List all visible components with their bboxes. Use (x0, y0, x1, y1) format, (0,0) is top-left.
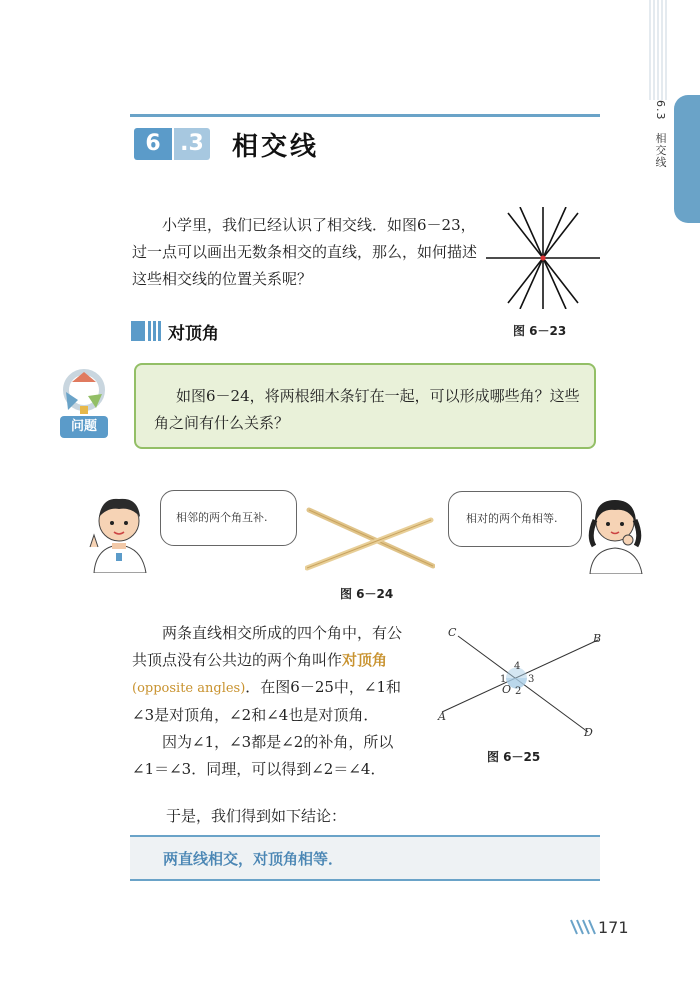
subsection-title: 对顶角 (168, 324, 219, 344)
side-decoration-lines (648, 0, 674, 112)
conclusion-lead: 于是，我们得到如下结论： (166, 807, 347, 825)
section-subnumber: .3 (174, 128, 210, 160)
angle-label-3: 3 (528, 674, 535, 685)
wooden-sticks-illustration (305, 500, 435, 574)
point-label-c: C (448, 626, 457, 639)
definition-text-b: ．在图6－25中，∠1和∠3是对顶角，∠2和∠4也是对顶角． (132, 678, 402, 724)
point-label-d: D (584, 726, 593, 739)
side-tab-label: 6.3 相交线 (654, 100, 667, 169)
angle-label-4: 4 (514, 661, 521, 672)
question-label: 问题 (60, 416, 108, 438)
term-english: (opposite angles) (132, 681, 246, 696)
figure-6-25-vertical-angles (430, 620, 605, 745)
page-number: 171 (598, 918, 629, 937)
figure-6-23-intersecting-lines (486, 207, 600, 309)
conclusion-statement: 两直线相交，对顶角相等． (163, 850, 344, 868)
definition-paragraphs (132, 620, 412, 783)
point-label-o: O (502, 683, 512, 696)
subsection-bar-icon (131, 321, 161, 341)
header-rule (130, 114, 600, 117)
point-label-a: A (438, 710, 446, 723)
question-text: 如图6－24，将两根细木条钉在一起，可以形成哪些角？这些角之间有什么关系？ (154, 387, 580, 432)
figure-6-23-caption: 图 6－23 (513, 324, 567, 338)
angle-label-2: 2 (515, 686, 522, 697)
left-bubble-text: 相邻的两个角互补. (176, 511, 268, 524)
point-label-b: B (593, 632, 602, 645)
angle-label-1: 1 (500, 674, 507, 685)
question-icon (58, 368, 110, 440)
intro-paragraph: 小学里，我们已经认识了相交线．如图6－23，过一点可以画出无数条相交的直线，那么，如何描述这些相交线的位置关系呢？ (132, 216, 478, 288)
chapter-side-tab (674, 95, 700, 223)
section-number: 6 (134, 128, 172, 160)
boy-illustration (86, 487, 152, 573)
proof-paragraph: 因为∠1，∠3都是∠2的补角，所以∠1＝∠3．同理，可以得到∠2＝∠4． (132, 733, 394, 778)
definition-text-a: 两条直线相交所成的四个角中，有公共顶点没有公共边的两个角叫作 (132, 624, 403, 669)
right-bubble-text: 相对的两个角相等. (466, 512, 558, 525)
figure-6-24-caption: 图 6－24 (340, 587, 394, 601)
page-number-marks (569, 918, 597, 936)
definition-paragraph (132, 620, 412, 729)
girl-illustration (586, 490, 644, 574)
figure-6-25-caption: 图 6－25 (487, 750, 541, 764)
question-mark-icon (58, 368, 110, 420)
section-title: 相交线 (232, 132, 320, 162)
term-opposite-angles: 对顶角 (342, 651, 388, 669)
